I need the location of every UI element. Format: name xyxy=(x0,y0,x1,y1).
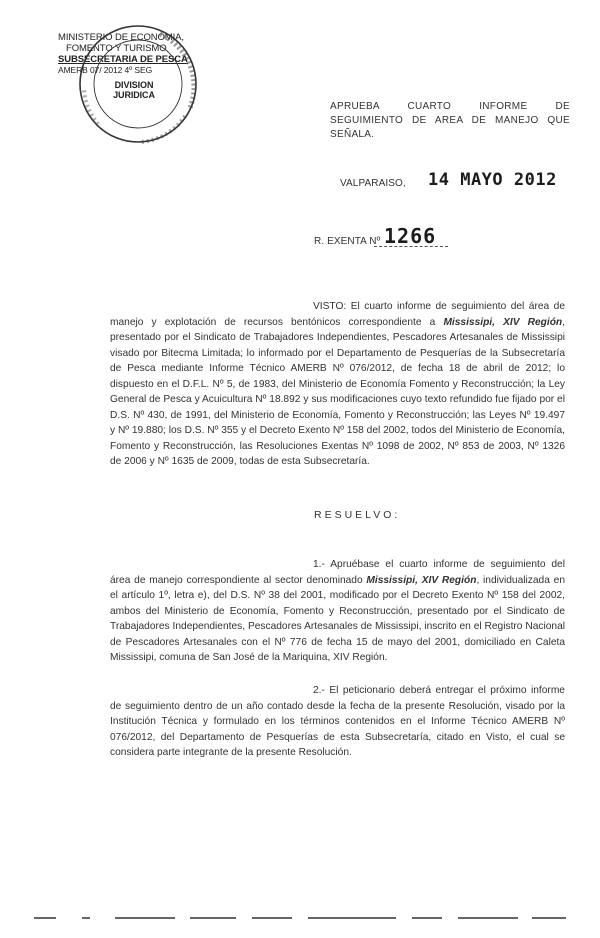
visto-bold-location: Mississipi, XIV Región xyxy=(443,316,563,328)
ministry-line-2: FOMENTO Y TURISMO xyxy=(66,43,167,54)
stamp-division: DIVISION xyxy=(114,80,154,90)
ministry-line-1: MINISTERIO DE ECONOMIA, xyxy=(58,32,184,43)
visto-paragraph xyxy=(110,299,565,470)
visto-lead: El cuarto informe de seguimiento del área de xyxy=(346,301,565,312)
document-title: APRUEBA CUARTO INFORME DE SEGUIMIENTO DE AREA DE MANEJO QUE SEÑALA. xyxy=(330,101,570,140)
date-handwritten: 14 MAYO 2012 xyxy=(428,170,557,190)
resuelvo-heading: RESUELVO: xyxy=(314,509,401,521)
item2-text: informe de seguimiento dentro de un año contado desde la fecha de la presente Resolución, visado por la Institución Técnica y formulado en los términos contenidos en el Informe Técnico AMERB Nº 076/2012, del Departamento de Pesquerías de esta Subsecretaría, citado en Visto, el cual se considera parte integrante de la presente Resolución. xyxy=(110,685,565,758)
scan-mark xyxy=(252,917,292,919)
scan-mark xyxy=(34,917,56,919)
scan-mark xyxy=(308,917,396,919)
stamp-juridica: JURIDICA xyxy=(113,90,155,100)
item1-text-1: área de manejo correspondiente al sector denominado xyxy=(110,574,367,586)
scan-mark xyxy=(458,917,518,919)
visto-text-1: manejo y explotación de recursos bentónicos correspondiente a xyxy=(110,316,444,328)
scan-mark xyxy=(412,917,442,919)
subsecretaria-name: SUBSECRETARIA DE PESCA xyxy=(58,54,188,65)
resolution-label: R. EXENTA Nº xyxy=(314,236,381,247)
scan-mark xyxy=(115,917,175,919)
resolution-item-2 xyxy=(110,683,565,761)
stamp-center-text xyxy=(104,80,164,100)
item1-lead: 1.- Apruébase el cuarto informe de seguimiento del xyxy=(313,559,565,570)
visto-text-2: , presentado por el Sindicato de Trabajadores Independientes, Pescadores Artesanales de Mississipi visado por Bitecma Limitada; lo informado por el Departamento de Pesquerías de la Subsecretaría de Pesca mediante Informe Técnico AMERB Nº 076/2012, de fecha 18 de abril de 2012; lo dispuesto en el D.F.L. Nº 5, de 1983, del Ministerio de Economía Fomento y Reconstrucción; la Ley General de Pesca y Acuicultura Nº 18.892 y sus modificaciones cuyo texto refundido fue fijado por el D.S. Nº 430, de 1991, del Ministerio de Economía, Fomento y Reconstrucción; las Leyes Nº 19.497 y Nº 19.880; los D.S. Nº 355 y el Decreto Exento Nº 158 del 2002, todos del Ministerio de Economía, Fomento y Reconstrucción, las Resoluciones Exentas Nº 1098 de 2002, Nº 853 de 2003, Nº 1326 de 2006 y Nº 1635 de 2009, todas de esta Subsecretaría. xyxy=(110,316,565,467)
resolution-underline xyxy=(374,246,448,247)
location-label: VALPARAISO, xyxy=(340,178,406,189)
visto-label: VISTO: xyxy=(313,301,347,312)
item1-text-2: , individualizada en el artículo 1º, letra e), del D.S. Nº 38 del 2001, modificado por el Decreto Exento Nº 158 del 2002, ambos del Ministerio de Economía, Fomento y Reconstrucción, presentado por el Sindicato de Trabajadores Independientes, Pescadores Artesanales de Mississipi, inscrito en el Registro Nacional de Pescadores Artesanales con el Nº 776 de fecha 15 de mayo del 2001, domiciliado en Caleta Mississipi, comuna de San José de la Mariquina, XIV Región. xyxy=(110,574,565,663)
scan-mark xyxy=(532,917,566,919)
reference-code: AMERB 07/ 2012 4º SEG xyxy=(58,65,153,75)
resolution-number: 1266 xyxy=(384,224,437,248)
resolution-item-1 xyxy=(110,557,565,666)
item2-lead: 2.- El peticionario deberá entregar el próximo xyxy=(313,685,527,696)
item1-bold-location: Mississipi, XIV Región xyxy=(366,574,477,586)
scan-mark xyxy=(82,917,90,919)
scan-mark xyxy=(190,917,236,919)
